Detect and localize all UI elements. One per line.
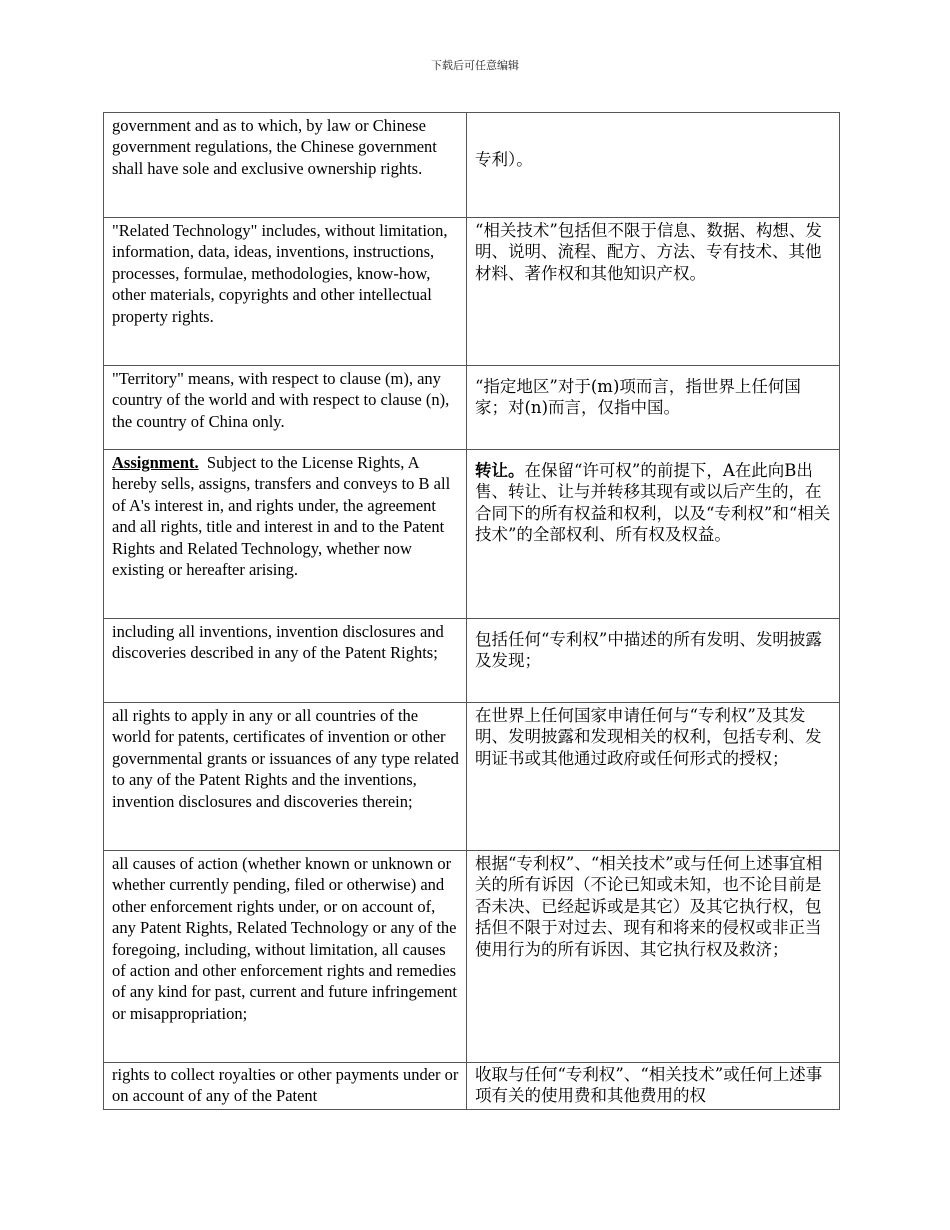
chinese-cell: 根据“专利权”、“相关技术”或与任何上述事宜相关的所有诉因（不论已知或未知，也不论目前是否未决、已经起诉或是其它）及其它执行权，包括但不限于对过去、现有和将来的侵权或非正当使用行为的所有诉因、其它执行权及救济； bbox=[467, 851, 840, 1063]
table-row bbox=[104, 1063, 840, 1110]
chinese-cell bbox=[467, 450, 840, 619]
table-row bbox=[104, 851, 840, 1063]
english-cell: rights to collect royalties or other payments under or on account of any of the Patent bbox=[104, 1063, 467, 1110]
chinese-cell: 专利）。 bbox=[467, 113, 840, 218]
english-cell: "Related Technology" includes, without limitation, information, data, ideas, inventions, instructions, processes, formulae, methodologies, know-how, other materials, copyrights and other intellectual property rights. bbox=[104, 218, 467, 366]
english-cell: government and as to which, by law or Chinese government regulations, the Chinese government shall have sole and exclusive ownership rights. bbox=[104, 113, 467, 218]
table-row bbox=[104, 450, 840, 619]
chinese-cell: 收取与任何“专利权”、“相关技术”或任何上述事项有关的使用费和其他费用的权 bbox=[467, 1063, 840, 1110]
english-cell: including all inventions, invention disclosures and discoveries described in any of the Patent Rights; bbox=[104, 619, 467, 703]
english-cell: all causes of action (whether known or unknown or whether currently pending, filed or otherwise) and other enforcement rights under, or on account of, any Patent Rights, Related Technology or any of the foregoing, including, without limitation, all causes of action and other enforcement rights and remedies of any kind for past, current and future infringement or misappropriation; bbox=[104, 851, 467, 1063]
bilingual-contract-table bbox=[103, 112, 840, 1110]
chinese-cell-text: 在保留“许可权”的前提下，A在此向B出售、转让、让与并转移其现有或以后产生的，在合同下的所有权益和权利，以及“专利权”和“相关技术”的全部权利、所有权及权益。 bbox=[475, 461, 831, 545]
english-cell bbox=[104, 450, 467, 619]
table-row bbox=[104, 619, 840, 703]
chinese-cell: 包括任何“专利权”中描述的所有发明、发明披露及发现； bbox=[467, 619, 840, 703]
page-header: 下载后可任意编辑 bbox=[431, 59, 519, 72]
table-row bbox=[104, 218, 840, 366]
english-cell: "Territory" means, with respect to clause (m), any country of the world and with respect to clause (n), the country of China only. bbox=[104, 366, 467, 450]
table-row bbox=[104, 113, 840, 218]
assignment-heading: Assignment. bbox=[112, 453, 199, 472]
assignment-heading-zh: 转让。 bbox=[475, 461, 525, 480]
chinese-cell: “指定地区”对于(m)项而言，指世界上任何国家；对(n)而言，仅指中国。 bbox=[467, 366, 840, 450]
chinese-cell: “相关技术”包括但不限于信息、数据、构想、发明、说明、流程、配方、方法、专有技术、其他材料、著作权和其他知识产权。 bbox=[467, 218, 840, 366]
table-row bbox=[104, 366, 840, 450]
chinese-cell: 在世界上任何国家申请任何与“专利权”及其发明、发明披露和发现相关的权利，包括专利、发明证书或其他通过政府或任何形式的授权； bbox=[467, 703, 840, 851]
english-cell: all rights to apply in any or all countries of the world for patents, certificates of invention or other governmental grants or issuances of any type related to any of the Patent Rights and the inventions, invention disclosures and discoveries therein; bbox=[104, 703, 467, 851]
english-cell-text: Subject to the License Rights, A hereby sells, assigns, transfers and conveys to B all of A's interest in, and rights under, the agreement and all rights, title and interest in and to the Patent Rights and Related Technology, whether now existing or hereafter arising. bbox=[112, 453, 455, 580]
table-row bbox=[104, 703, 840, 851]
